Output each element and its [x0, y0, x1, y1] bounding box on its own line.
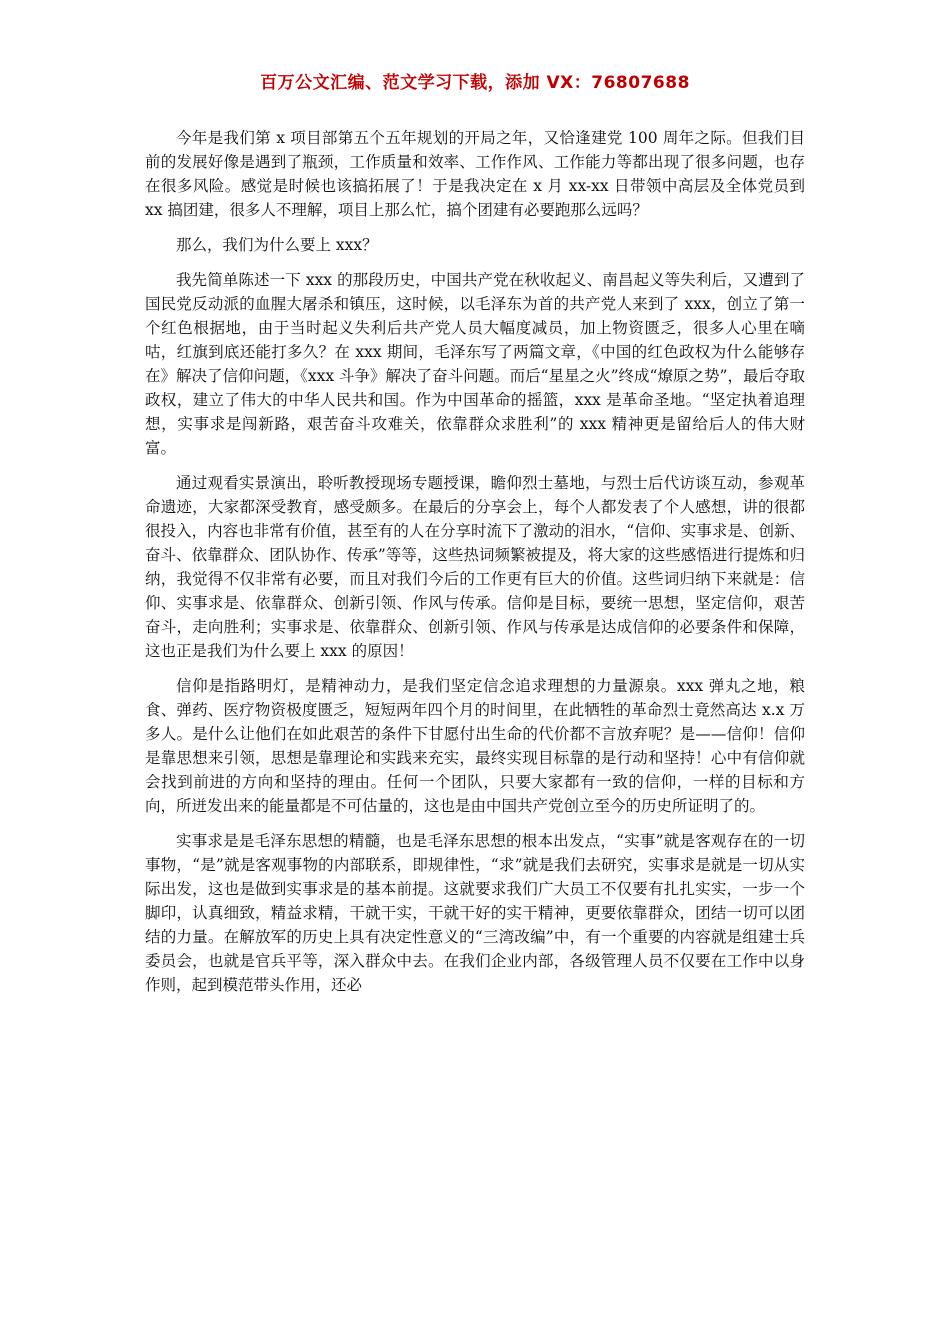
promo-header: 百万公文汇编、范文学习下载，添加 VX：76807688 [260, 73, 690, 93]
paragraph-intro: 今年是我们第 x 项目部第五个五年规划的开局之年，又恰逢建党 100 周年之际。但我们目前的发展好像是遇到了瓶颈，工作质量和效率、工作作风、工作能力等都出现了很多问题，也存在很多风险。感觉是时候也该搞拓展了！于是我决定在 x 月 xx-xx 日带领中高层及全体党员到 xx 搞团建，很多人不理解，项目上那么忙，搞个团建有必要跑那么远吗？ [145, 129, 805, 219]
paragraph-pragmatism: 实事求是是毛泽东思想的精髓，也是毛泽东思想的根本出发点，“实事”就是客观存在的一切事物，“是”就是客观事物的内部联系，即规律性，“求”就是我们去研究，实事求是就是一切从实际出发，这也是做到实事求是的基本前提。这就要求我们广大员工不仅要有扎扎实实，一步一个脚印，认真细致，精益求精，干就干实，干就干好的实干精神，更要依靠群众，团结一切可以团结的力量。在解放军的历史上具有决定性意义的“三湾改编”中，有一个重要的内容就是组建士兵委员会，也就是官兵平等，深入群众中去。在我们企业内部，各级管理人员不仅要在工作中以身作则，起到模范带头作用，还必 [145, 832, 805, 994]
paragraph-experience: 通过观看实景演出，聆听教授现场专题授课，瞻仰烈士墓地，与烈士后代访谈互动，参观革命遗迹，大家都深受教育，感受颇多。在最后的分享会上，每个人都发表了个人感想，讲的很都很投入，内容也非常有价值，甚至有的人在分享时流下了激动的泪水，“信仰、实事求是、创新、奋斗、依靠群众、团队协作、传承”等等，这些热词频繁被提及，将大家的这些感悟进行提炼和归纳，我觉得不仅非常有必要，而且对我们今后的工作更有巨大的价值。这些词归纳下来就是：信仰、实事求是、依靠群众、创新引领、作风与传承。信仰是目标，要统一思想，坚定信仰，艰苦奋斗，走向胜利；实事求是、依靠群众、创新引领、作风与传承是达成信仰的必要条件和保障，这也正是我们为什么要上 xxx 的原因！ [145, 474, 805, 660]
paragraph-history: 我先简单陈述一下 xxx 的那段历史，中国共产党在秋收起义、南昌起义等失利后，又遭到了国民党反动派的血腥大屠杀和镇压，这时候，以毛泽东为首的共产党人来到了 xxx，创立了第一个红色根据地，由于当时起义失利后共产党人员大幅度减员，加上物资匮乏，很多人心里在嘀咕，红旗到底还能打多久？在 xxx 期间，毛泽东写了两篇文章，《中国的红色政权为什么能够存在》解决了信仰问题，《xxx 斗争》解决了奋斗问题。而后“星星之火”终成“燎原之势”，最后夺取政权，建立了伟大的中华人民共和国。作为中国革命的摇篮，xxx 是革命圣地。“坚定执着追理想，实事求是闯新路，艰苦奋斗攻难关，依靠群众求胜利”的 xxx 精神更是留给后人的伟大财富。 [145, 271, 805, 457]
paragraph-question: 那么，我们为什么要上 xxx？ [176, 236, 378, 254]
paragraph-faith: 信仰是指路明灯，是精神动力，是我们坚定信念追求理想的力量源泉。xxx 弹丸之地，粮食、弹药、医疗物资极度匮乏，短短两年四个月的时间里，在此牺牲的革命烈士竟然高达 x.x 万多人。是什么让他们在如此艰苦的条件下甘愿付出生命的代价都不言放弃呢？是——信仰！信仰是靠思想来引领，思想是靠理论和实践来充实，最终实现目标靠的是行动和坚持！心中有信仰就会找到前进的方向和坚持的理由。任何一个团队，只要大家都有一致的信仰，一样的目标和方向，所迸发出来的能量都是不可估量的，这也是由中国共产党创立至今的历史所证明了的。 [145, 677, 805, 815]
document-body [145, 126, 805, 1008]
